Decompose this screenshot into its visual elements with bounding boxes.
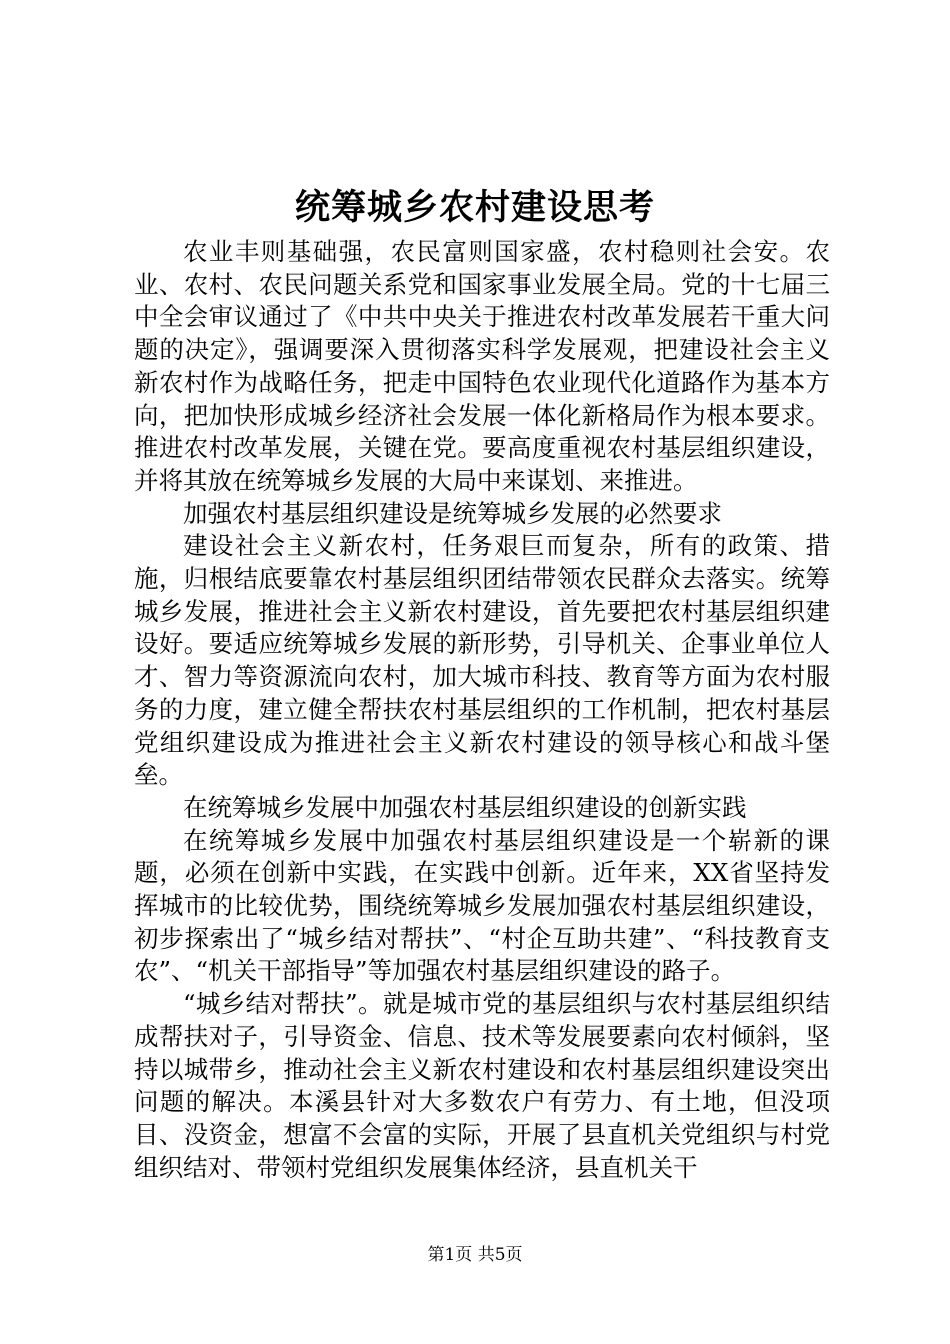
paragraph-intro: 农业丰则基础强，农民富则国家盛，农村稳则社会安。农业、农村、农民问题关系党和国家事业发展全局。党的十七届三中全会审议通过了《中共中央关于推进农村改革发展若干重大问题的决定》，强调要深入贯彻落实科学发展观，把建设社会主义新农村作为战略任务，把走中国特色农业现代化道路作为基本方向，把加快形成城乡经济社会发展一体化新格局作为根本要求。推进农村改革发展，关键在党。要高度重视农村基层组织建设，并将其放在统筹城乡发展的大局中来谋划、来推进。 bbox=[134, 237, 830, 495]
paragraph-requirement: 建设社会主义新农村，任务艰巨而复杂，所有的政策、措施，归根结底要靠农村基层组织团结带领农民群众去落实。统筹城乡发展，推进社会主义新农村建设，首先要把农村基层组织建设好。要适应统筹城乡发展的新形势，引导机关、企事业单位人才、智力等资源流向农村，加大城市科技、教育等方面为农村服务的力度，建立健全帮扶农村基层组织的工作机制，把农村基层党组织建设成为推进社会主义新农村建设的领导核心和战斗堡垒。 bbox=[134, 531, 830, 790]
paragraph-practice: 在统筹城乡发展中加强农村基层组织建设是一个崭新的课题，必须在创新中实践，在实践中创新。近年来，XX省坚持发挥城市的比较优势，围绕统筹城乡发展加强农村基层组织建设，初步探索出了“城乡结对帮扶”、“村企互助共建”、“科技教育支农”、“机关干部指导”等加强农村基层组织建设的路子。 bbox=[134, 825, 830, 986]
section-heading-requirement: 加强农村基层组织建设是统筹城乡发展的必然要求 bbox=[183, 498, 722, 528]
document-body bbox=[134, 236, 830, 1184]
page-number: 第1页 共5页 bbox=[427, 1245, 523, 1265]
paragraph-pairing: “城乡结对帮扶”。就是城市党的基层组织与农村基层组织结成帮扶对子，引导资金、信息、技术等发展要素向农村倾斜，坚持以城带乡，推动社会主义新农村建设和农村基层组织建设突出问题的解决。本溪县针对大多数农户有劳力、有土地，但没项目、没资金，想富不会富的实际，开展了县直机关党组织与村党组织结对、带领村党组织发展集体经济，县直机关干 bbox=[134, 989, 830, 1182]
document-title: 统筹城乡农村建设思考 bbox=[294, 187, 655, 228]
section-heading-practice: 在统筹城乡发展中加强农村基层组织建设的创新实践 bbox=[183, 792, 747, 822]
